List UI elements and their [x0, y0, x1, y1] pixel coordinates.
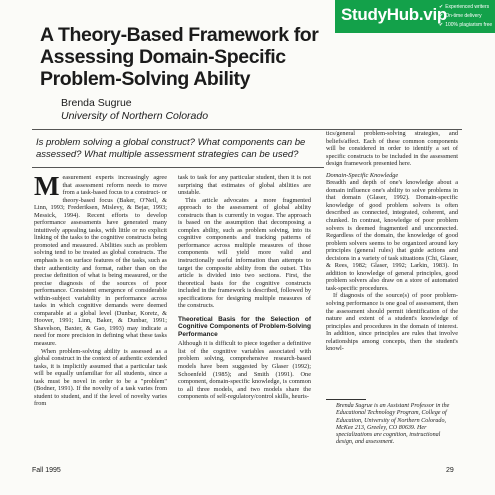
paragraph: task to task for any particular student, then it is not surprising that estimates of global abilities are unstable.	[178, 174, 311, 197]
issue-label: Fall 1995	[32, 467, 61, 474]
paragraph: easurement experts increasingly agree that assessment reform needs to move from a task-based focus to a construct- or theory-based focus (Baker, O'Neil, & Linn, 1993; Frederiksen, Mislevy, & Bejar, 1993; Messick, 1994). Recent efforts to develop performance assessments have generated many intuitively appealing tasks, with little or no explicit linking of the tasks to the cognitive constructs being promoted and measured. Abilities such as problem solving tend to be treated as global constructs. The emphasis is on surface features of the tasks, such as their authenticity and format, rather than on the precise definition of what is being measured, or the precise diagnosis of the sources of poor performance. Consistent emergence of considerable within-subject variability in performance across tasks in which cognitive demands were deemed comparable at a global level (Dunbar, Koretz, & Hoover, 1991; Linn, Baker, & Dunbar, 1991; Shavelson, Baxter, & Gao, 1993) may indicate a need for more precision in defining what these tasks measure.	[34, 174, 167, 348]
paragraph: Although it is difficult to piece together a definitive list of the cognitive variables associated with problem solving, comprehensive research-based models have been suggested by Glaser (1992); Schoenfeld (1985); and Smith (1991). One component, domain-specific knowledge, is common to all three models, and two models share the components of self-regulatory/control skills, heuris-	[178, 340, 311, 401]
author-note: Brenda Sugrue is an Assistant Professor in the Educational Technology Program, College of Education, University of Northern Colorado, McKee 213, Greeley, CO 80639. Her specializations are cognition, instructional design, and assessment.	[336, 403, 450, 446]
author-note-rule	[326, 399, 366, 400]
banner-brand: StudyHub.vip	[341, 5, 447, 24]
author-name: Brenda Sugrue	[61, 97, 132, 109]
paragraph: If diagnosis of the source(s) of poor problem-solving performance is one goal of assessment, then the assessment should permit identification of the nature and extent of a student's knowledge of principles and procedures in the domain of interest. In addition, since principles are rules that involve relationships among concepts, then the student's knowl-	[326, 292, 458, 353]
author-affiliation: University of Northern Colorado	[61, 110, 209, 122]
page-number: 29	[446, 467, 454, 474]
column-2	[178, 174, 311, 401]
article-title: A Theory-Based Framework for Assessing Domain-Specific Problem-Solving Ability	[40, 24, 319, 90]
drop-cap: M	[34, 171, 60, 201]
column-1	[34, 171, 167, 408]
abstract: Is problem solving a global construct? What components can be assessed? What multiple assessment strategies can be used?	[36, 137, 306, 160]
paragraph: This article advocates a more fragmented approach to the assessment of global ability constructs than is currently in vogue. The approach is based on the assumption that decomposing a complex ability, such as problem solving, into its cognitive components and tracking patterns of performance across multiple measures of those components will yield more valid and instructionally useful information than attempts to target the composite ability from the outset. This article is divided into two sections. First, the theoretical basis for the cognitive constructs included in the framework is described, followed by specifications for designing multiple measures of the constructs.	[178, 196, 311, 310]
studyhub-banner[interactable]	[335, 0, 495, 33]
paragraph: Breadth and depth of one's knowledge about a domain influence one's ability to solve problems in that domain (Glaser, 1992). Domain-specific knowledge of good problem solvers is often described as connected, integrated, coherent, and chunked. In contrast, knowledge of poor problem solvers is deemed fragmented and unconnected. Regardless of the domain, the knowledge of good problem solvers seems to be organized around key principles (general rules) that guide actions and decisions in a variety of task situations (Chi, Glaser, & Rees, 1982; Glaser, 1992; Larkin, 1983). In addition to knowledge of general principles, good problem solvers also draw on a store of automated task-specific procedures.	[326, 179, 458, 292]
abstract-bottom-rule	[32, 167, 324, 168]
banner-feature-item: ✔ On-time delivery	[439, 12, 492, 21]
paragraph: When problem-solving ability is assessed as a global construct in the context of authentic extended tasks, it is implicitly assumed that a particular task will be equally unfamiliar for all students, since a task must be novel in order to be a "problem" (Bodner, 1991). If the novelty of a task varies from student to student, and if the level of novelty varies from	[34, 347, 167, 408]
banner-feature-list	[439, 3, 492, 30]
section-heading: Theoretical Basis for the Selection of Cognitive Components of Problem-Solving Performance	[178, 315, 311, 338]
banner-feature-item: ✔ 100% plagiarism free	[439, 21, 492, 30]
banner-feature-item: ✔ Experienced writers	[439, 3, 492, 12]
subsection-heading: Domain-Specific Knowledge	[326, 171, 399, 179]
paragraph: tics/general problem-solving strategies, and beliefs/affect. Each of these common components will be considered in order to identify a set of specific constructs to be included in the assessment design framework presented here.	[326, 130, 458, 168]
column-3	[326, 130, 458, 353]
